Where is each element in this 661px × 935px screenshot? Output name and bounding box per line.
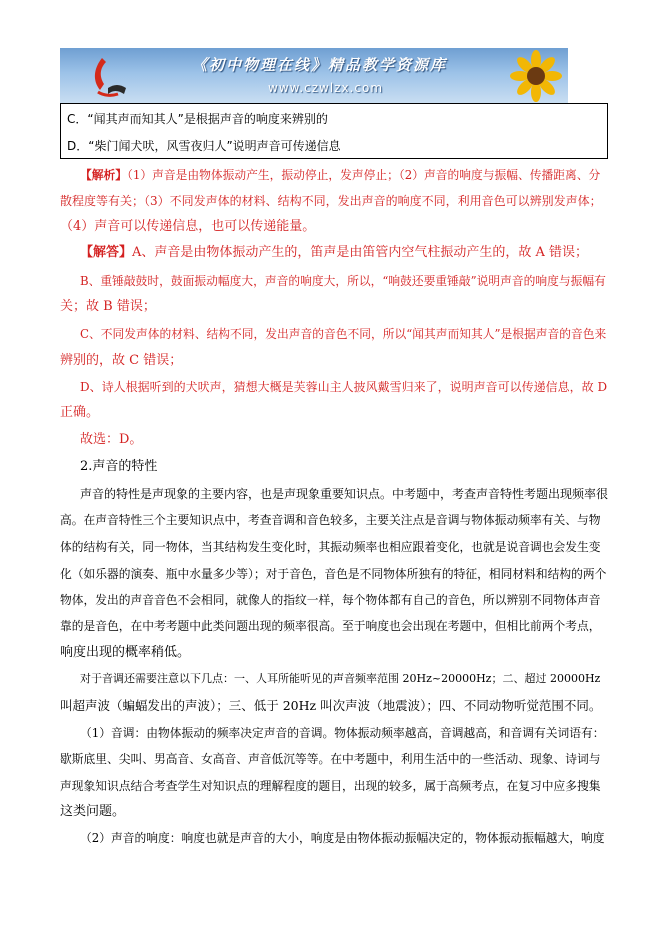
answer-choice: 故选：D。 bbox=[80, 432, 143, 447]
option-d: D．“柴门闻犬吠，风雪夜归人”说明声音可传递信息 bbox=[67, 139, 341, 153]
section-heading: 2.声音的特性 bbox=[80, 459, 158, 474]
para3-line-4: 这类问题。 bbox=[60, 804, 126, 819]
header-banner bbox=[60, 48, 568, 103]
answer-line-7: 正确。 bbox=[60, 405, 100, 420]
para1-line-1: 声音的特性是声现象的主要内容，也是声现象重要知识点。中考题中，考查声音特性考题出现频率很 bbox=[80, 487, 609, 501]
para1-line-5: 物体，发出的声音音色不会相同，就像人的指纹一样，每个物体都有自己的音色，所以辨别不同物体声音 bbox=[60, 593, 601, 607]
logo-icon bbox=[88, 54, 128, 98]
para3-line-3: 声现象知识点结合考查学生对知识点的理解程度的题目，出现的较多，属于高频考点，在复习中应多搜集 bbox=[60, 779, 601, 793]
banner-url: www.czwlzx.com bbox=[268, 81, 384, 95]
analysis-line-3: （4）声音可以传递信息，也可以传递能量。 bbox=[60, 219, 316, 234]
analysis-line-1: 【解析】（1）声音是由物体振动产生，振动停止，发声停止；（2）声音的响度与振幅、传播距离、分 bbox=[80, 168, 601, 182]
para3-line-2: 歇斯底里、尖叫、男高音、女高音、声音低沉等等。在中考题中，利用生活中的一些活动、现象、诗词与 bbox=[60, 752, 601, 766]
banner-title: 《初中物理在线》精品教学资源库 bbox=[192, 56, 448, 74]
answer-line-3: 关；故 B 错误； bbox=[60, 299, 156, 314]
analysis-line-2: 散程度等有关；（3）不同发声体的材料、结构不同，发出声音的响度不同，利用音色可以辨别发声体； bbox=[60, 194, 602, 208]
para1-line-2: 高。在声音特性三个主要知识点中，考查音调和音色较多，主要关注点是音调与物体振动频率有关、与物 bbox=[60, 513, 601, 527]
para4-line-1: （2）声音的响度：响度也就是声音的大小，响度是由物体振动振幅决定的，物体振动振幅越大，响度 bbox=[80, 831, 605, 845]
answer-line-2: B、重锤敲鼓时，鼓面振动幅度大，声音的响度大，所以，“响鼓还要重锤敲”说明声音的响度与振幅有 bbox=[80, 274, 606, 288]
para1-line-6: 靠的是音色，在中考考题中此类问题出现的频率很高。至于响度也会出现在考题中，但相比前两个考点， bbox=[60, 619, 601, 633]
answer-tag: 【解答】 bbox=[80, 245, 133, 260]
para1-line-3: 体的结构有关，同一物体，当其结构发生变化时，其振动频率也相应跟着变化，也就是说音调也会发生变 bbox=[60, 540, 601, 554]
para2-line-1: 对于音调还需要注意以下几点：一、人耳所能听见的声音频率范围 20Hz~20000Hz；二、超过 20000Hz bbox=[80, 672, 601, 685]
answer-line-1: 【解答】A、声音是由物体振动产生的，笛声是由笛管内空气柱振动产生的，故 A 错误； bbox=[80, 245, 589, 260]
option-c: C．“闻其声而知其人”是根据声音的响度来辨别的 bbox=[67, 112, 328, 126]
para3-line-1: （1）音调：由物体振动的频率决定声音的音调。物体振动频率越高，音调越高，和音调有关词语有： bbox=[80, 726, 605, 740]
answer-line-4: C、不同发声体的材料、结构不同，发出声音的音色不同，所以“闻其声而知其人”是根据声音的音色来 bbox=[80, 327, 607, 341]
para2-line-2: 叫超声波（蝙蝠发出的声波）；三、低于 20Hz 叫次声波（地震波）；四、不同动物听觉范围不同。 bbox=[60, 698, 602, 713]
para1-line-7: 响度出现的概率稍低。 bbox=[60, 645, 191, 660]
answer-line-6: D、诗人根据听到的犬吠声，猜想大概是芙蓉山主人披风戴雪归来了，说明声音可以传递信息，故 D bbox=[80, 380, 608, 394]
para1-line-4: 化（如乐器的演奏、瓶中水量多少等）；对于音色，音色是不同物体所独有的特征，相同材料和结构的两个 bbox=[60, 567, 607, 581]
sunflower-icon bbox=[504, 50, 566, 102]
options-box bbox=[60, 103, 608, 159]
answer-line-5: 辨别的，故 C 错误； bbox=[60, 353, 183, 368]
analysis-tag: 【解析】 bbox=[80, 168, 127, 182]
